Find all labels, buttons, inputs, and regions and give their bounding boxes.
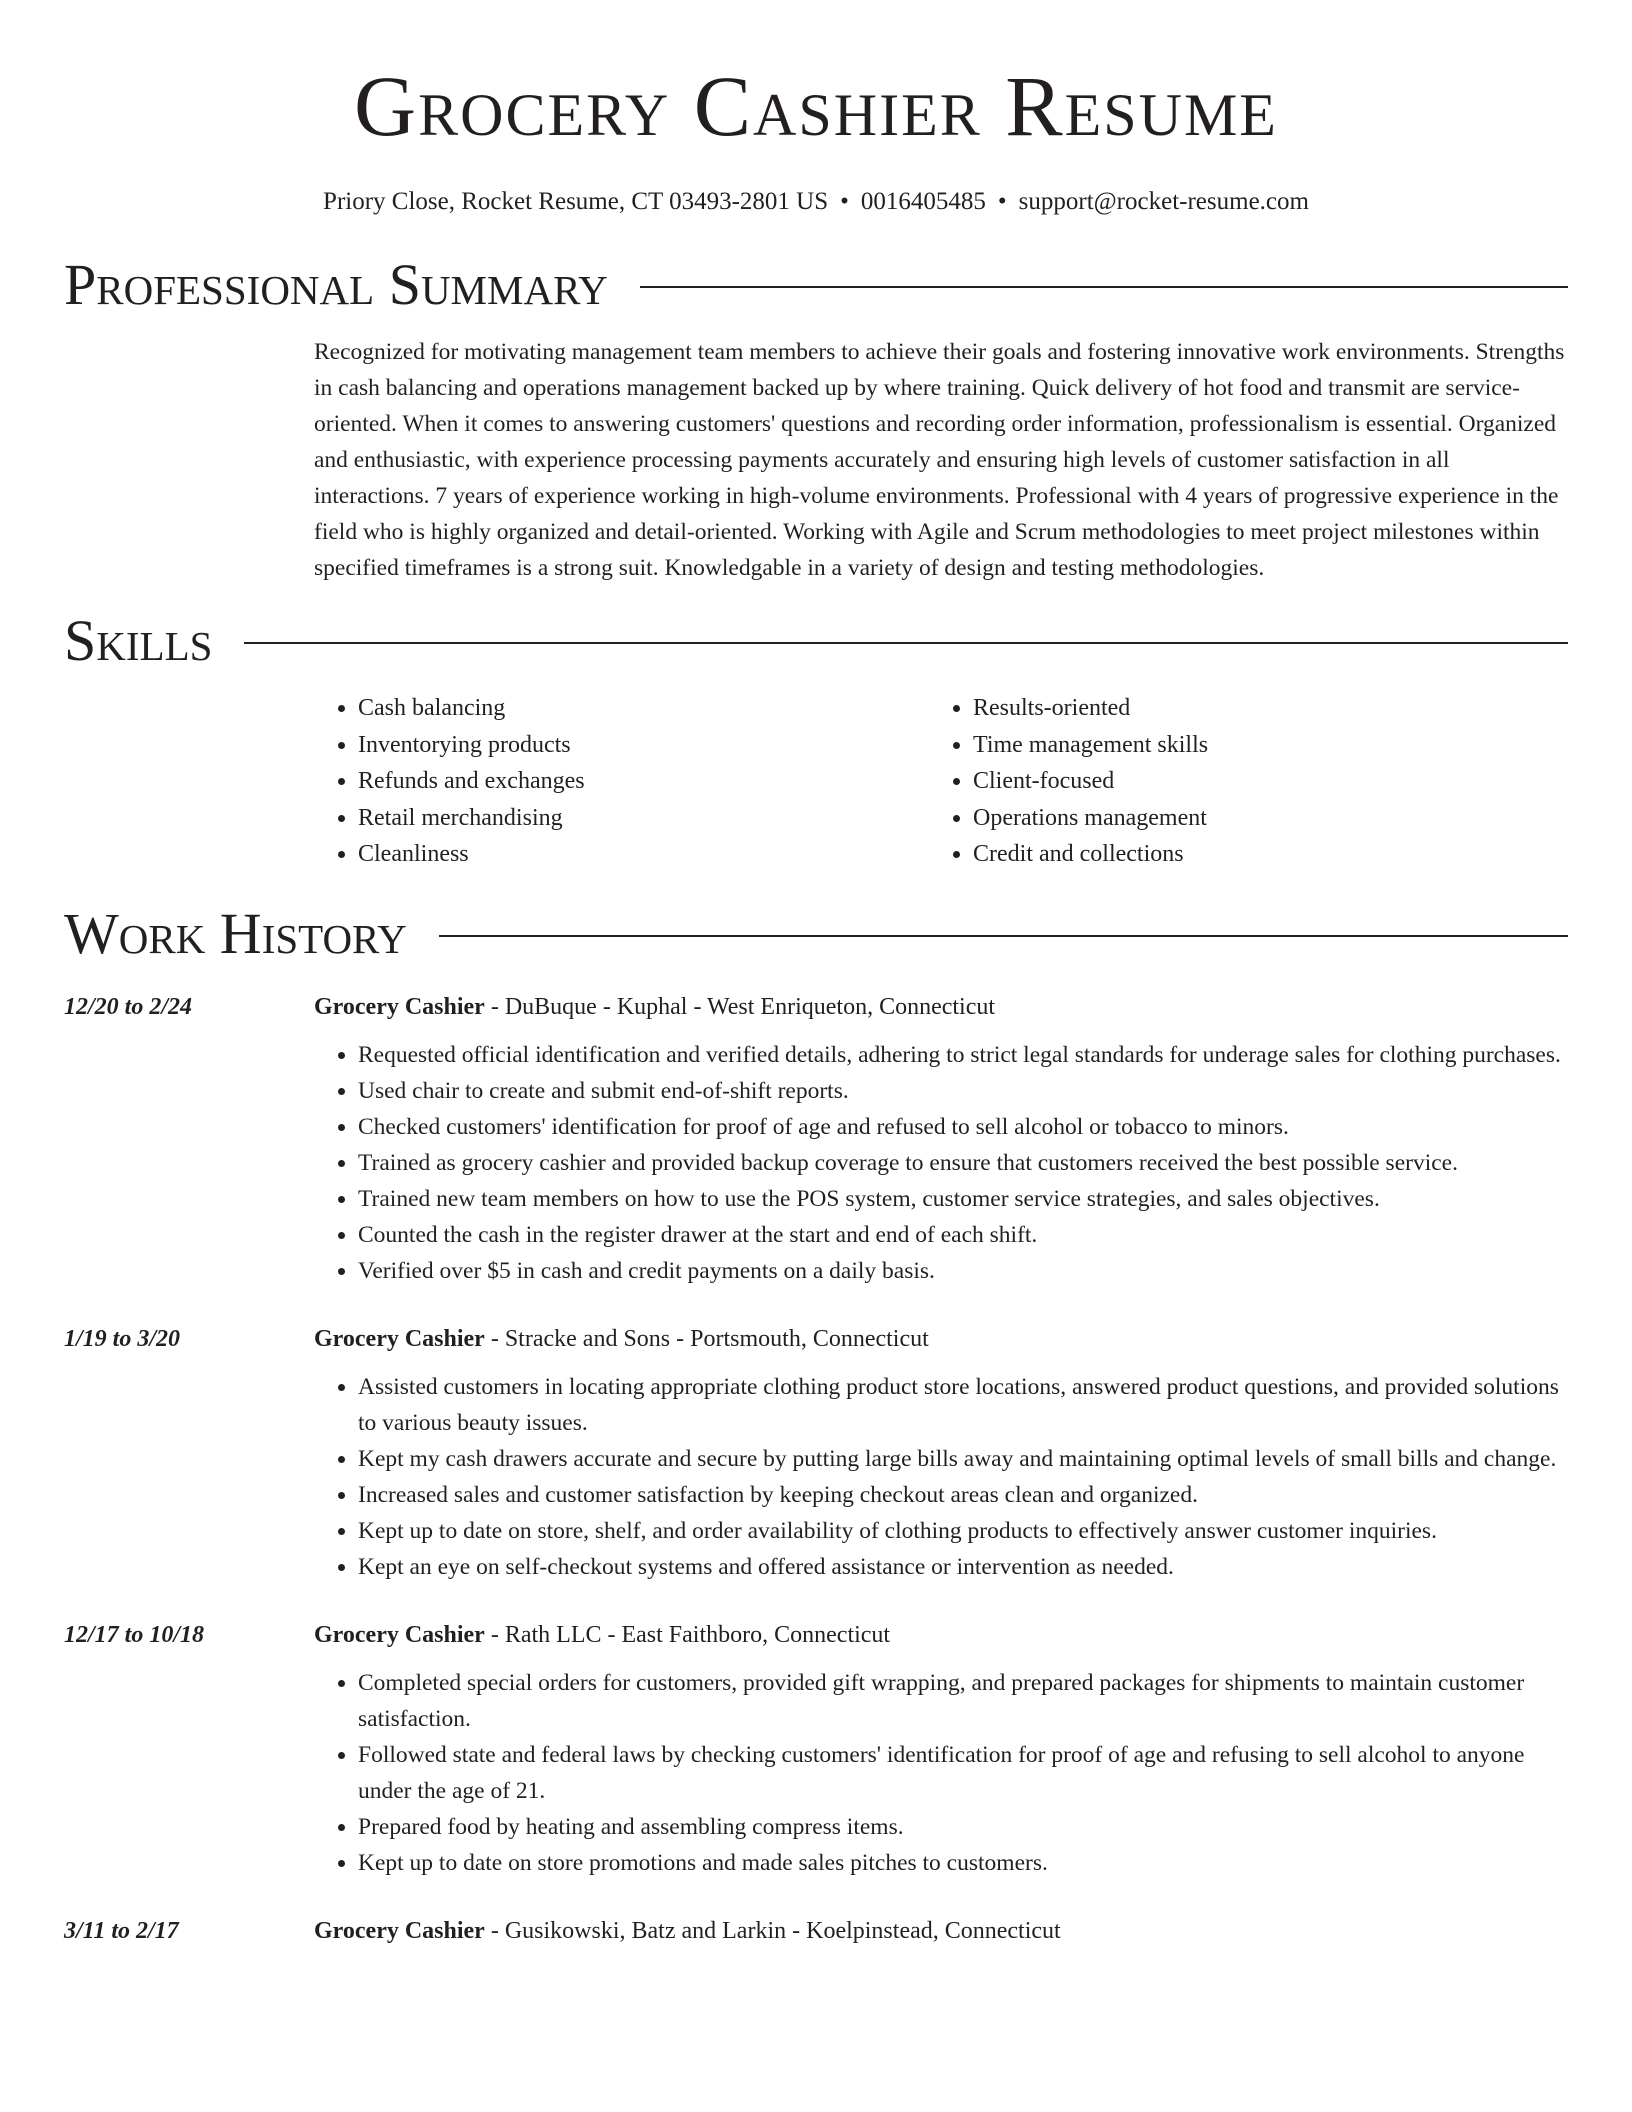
job-title: Grocery Cashier (314, 1621, 485, 1648)
job-duties (314, 1665, 1568, 1881)
job-body (314, 1615, 1568, 1881)
job-duties (314, 1369, 1568, 1585)
job-entry (64, 1319, 1568, 1585)
skill-item: • Retail merchandising (358, 800, 929, 837)
job-duty-item: • Verified over $5 in cash and credit payments on a daily basis. (358, 1253, 1568, 1289)
job-duty-item: • Requested official identification and verified details, adhering to strict legal standards for underage sales for clothing purchases. (358, 1037, 1568, 1073)
skills-list-right (929, 690, 1544, 873)
job-entry (64, 1911, 1568, 1951)
job-duty-item: • Counted the cash in the register drawer at the start and end of each shift. (358, 1217, 1568, 1253)
skill-item: • Client-focused (973, 763, 1544, 800)
resume-title: Grocery Cashier Resume (354, 58, 1278, 154)
job-duty-item: • Increased sales and customer satisfaction by keeping checkout areas clean and organized. (358, 1477, 1568, 1513)
job-duty-item: • Kept up to date on store promotions and made sales pitches to customers. (358, 1845, 1568, 1881)
resume-header (64, 0, 1568, 218)
job-duty-item: • Kept an eye on self-checkout systems and offered assistance or intervention as needed. (358, 1549, 1568, 1585)
job-heading (314, 987, 1568, 1027)
work-history-title: Work History (64, 900, 407, 966)
section-divider (640, 286, 1568, 288)
job-duty-item: • Assisted customers in locating appropriate clothing product store locations, answered product questions, and provided solutions to various beauty issues. (358, 1369, 1568, 1441)
summary-section (64, 250, 1568, 586)
job-dates: 12/20 to 2/24 (64, 993, 193, 1020)
job-dates: 1/19 to 3/20 (64, 1325, 181, 1352)
job-duties (314, 1037, 1568, 1289)
skills-title: Skills (64, 608, 213, 673)
contact-line (64, 186, 1568, 218)
job-duty-item: • Followed state and federal laws by checking customers' identification for proof of age and refusing to sell alcohol to anyone under the age of 21. (358, 1737, 1568, 1809)
job-duty-item: • Trained as grocery cashier and provided backup coverage to ensure that customers received the best possible service. (358, 1145, 1568, 1181)
job-heading (314, 1319, 1568, 1359)
job-body (314, 1911, 1568, 1951)
job-entry (64, 1615, 1568, 1881)
job-dates: 3/11 to 2/17 (64, 1917, 179, 1944)
job-dates: 12/17 to 10/18 (64, 1621, 205, 1648)
job-employer: - Gusikowski, Batz and Larkin - Koelpinstead, Connecticut (484, 1917, 1061, 1944)
skills-list-left (314, 690, 929, 873)
skill-item: • Cleanliness (358, 836, 929, 873)
job-heading (314, 1615, 1568, 1655)
job-duty-item: • Used chair to create and submit end-of-shift reports. (358, 1073, 1568, 1109)
job-duty-item: • Kept my cash drawers accurate and secure by putting large bills away and maintaining optimal levels of small bills and change. (358, 1441, 1568, 1477)
skill-item: • Cash balancing (358, 690, 929, 727)
job-heading (314, 1911, 1568, 1951)
contact-separator: • (997, 188, 1007, 215)
job-body (314, 987, 1568, 1289)
work-history-heading (64, 899, 1568, 969)
skills-section (64, 606, 1568, 873)
skill-item: • Results-oriented (973, 690, 1544, 727)
job-title: Grocery Cashier (314, 993, 485, 1020)
skill-item: • Refunds and exchanges (358, 763, 929, 800)
contact-phone: 0016405485 (860, 188, 986, 215)
job-duty-item: • Completed special orders for customers, provided gift wrapping, and prepared packages for shipments to maintain customer satisfaction. (358, 1665, 1568, 1737)
summary-title: Professional Summary (64, 252, 608, 317)
summary-heading (64, 250, 1568, 320)
contact-separator: • (840, 188, 849, 215)
skills-heading (64, 606, 1568, 676)
skills-columns (314, 690, 1568, 873)
skill-item: • Time management skills (973, 727, 1544, 764)
contact-email[interactable]: support@rocket-resume.com (1018, 188, 1309, 215)
job-body (314, 1319, 1568, 1585)
job-title: Grocery Cashier (314, 1917, 485, 1944)
job-entry (64, 987, 1568, 1289)
section-divider (439, 935, 1568, 937)
job-employer: - DuBuque - Kuphal - West Enriqueton, Connecticut (484, 993, 996, 1020)
job-employer: - Rath LLC - East Faithboro, Connecticut (484, 1621, 891, 1648)
section-divider (244, 642, 1568, 644)
job-title: Grocery Cashier (314, 1325, 485, 1352)
job-duty-item: • Checked customers' identification for proof of age and refused to sell alcohol or tobacco to minors. (358, 1109, 1568, 1145)
skill-item: • Inventorying products (358, 727, 929, 764)
job-duty-item: • Prepared food by heating and assembling compress items. (358, 1809, 1568, 1845)
skill-item: • Operations management (973, 800, 1544, 837)
job-duty-item: • Kept up to date on store, shelf, and order availability of clothing products to effectively answer customer inquiries. (358, 1513, 1568, 1549)
work-history-section (64, 899, 1568, 1951)
job-employer: - Stracke and Sons - Portsmouth, Connecticut (484, 1325, 929, 1352)
summary-text: Recognized for motivating management team members to achieve their goals and fostering innovative work environments. Strengths in cash balancing and operations management backed up by where training. Quick delivery of hot food and transmit are service-oriented. When it comes to answering customers' questions and recording order information, professionalism is essential. Organized and enthusiastic, with experience processing payments accurately and ensuring high levels of customer satisfaction in all interactions. 7 years of experience working in high-volume environments. Professional with 4 years of progressive experience in the field who is highly organized and detail-oriented. Working with Agile and Scrum methodologies to meet project milestones within specified timeframes is a strong suit. Knowledgable in a variety of design and testing methodologies. (314, 339, 1565, 581)
skill-item: • Credit and collections (973, 836, 1544, 873)
contact-address: Priory Close, Rocket Resume, CT 03493-2801 US (323, 188, 829, 215)
job-duty-item: • Trained new team members on how to use the POS system, customer service strategies, and sales objectives. (358, 1181, 1568, 1217)
